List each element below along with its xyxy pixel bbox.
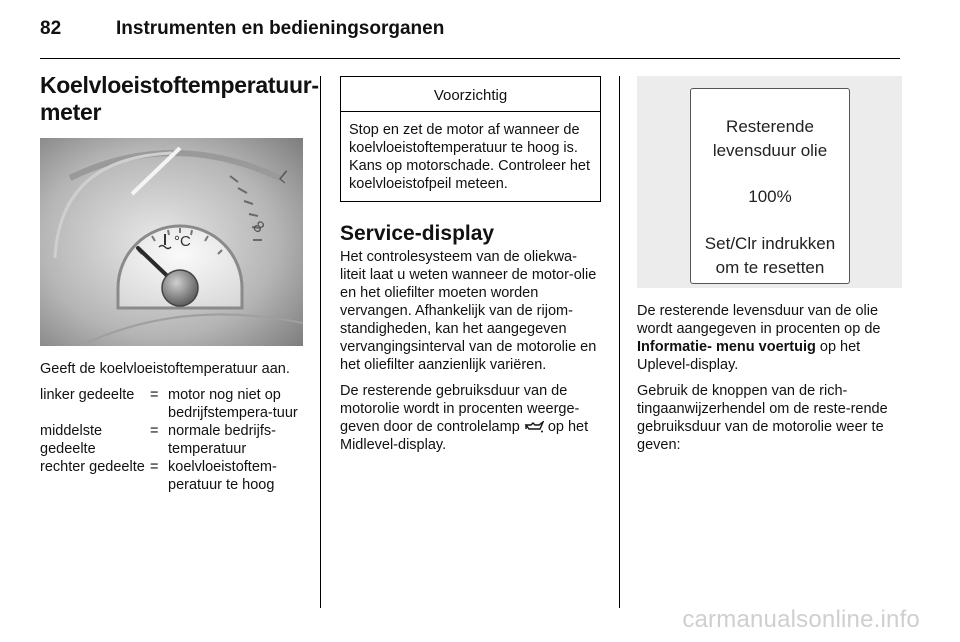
legend-row — [40, 458, 304, 494]
menu-name-bold: Informatie- menu voertuig — [637, 339, 816, 355]
paragraph-text: op het Midlevel-display. — [340, 419, 589, 453]
right-paragraph-2: Gebruik de knoppen van de rich-tingaanwijzerhendel om de reste-rende gebruiksduur van de motorolie weer te geven: — [637, 383, 888, 453]
caution-text: Stop en zet de motor af wanneer de koelvloeistoftemperatuur te hoog is. Kans op motorschade. Controleer het koelvloeistofpeil meteen. — [349, 122, 590, 192]
coolant-gauge-image — [40, 138, 303, 346]
legend-separator: = — [150, 423, 159, 439]
legend-definition: koelvloeistoftem-peratuur te hoog — [168, 459, 277, 493]
legend-term: middelste gedeelte — [40, 423, 103, 457]
display-line-3: Set/Clr indrukken — [704, 234, 836, 253]
gauge-description: Geeft de koelvloeistoftemperatuur aan. — [40, 361, 290, 377]
service-paragraph-2 — [340, 382, 602, 454]
column-divider-2 — [619, 76, 620, 608]
middle-column — [340, 76, 602, 462]
display-line-1: Resterende — [726, 117, 814, 136]
gauge-scale-label-top: L — [275, 168, 294, 187]
gauge-legend — [40, 386, 304, 494]
header-rule — [40, 58, 900, 59]
oil-life-display-image — [637, 76, 902, 288]
caution-box — [340, 76, 601, 202]
service-paragraph-1: Het controlesysteem van de oliekwa-liteit laat u weten wanneer de motor-olie en het oliefilter moeten worden vervangen. Afhankelijk van de rijom-standigheden, kan het aangegeven vervangingsinterval van de motorolie en het oliefilter aanzienlijk variëren. — [340, 249, 597, 373]
page-number: 82 — [40, 18, 62, 39]
gauge-scale-label-bottom: 8 — [249, 218, 268, 237]
legend-row — [40, 422, 304, 458]
page-header — [40, 18, 444, 48]
display-percent: 100% — [748, 187, 792, 206]
right-paragraph-1 — [637, 302, 902, 374]
page-header-title: Instrumenten en bedieningsorganen — [116, 18, 445, 39]
gauge-degree-celsius-label: °C — [174, 233, 191, 250]
display-line-2: levensduur olie — [712, 141, 828, 160]
section-heading-service-display: Service-display — [340, 222, 495, 245]
legend-term: linker gedeelte — [40, 387, 135, 403]
paragraph-text: De resterende gebruiksduur van de motorolie wordt in procenten weerge-geven door de controlelamp — [340, 383, 580, 435]
legend-definition: motor nog niet op bedrijfstempera-tuur — [168, 387, 298, 421]
gauge-needle-hub — [162, 270, 198, 306]
column-divider-1 — [320, 76, 321, 608]
paragraph-text: op het Uplevel-display. — [637, 339, 861, 373]
section-heading-coolant — [40, 72, 319, 126]
legend-separator: = — [150, 459, 159, 475]
legend-row — [40, 386, 304, 422]
legend-definition: normale bedrijfs-temperatuur — [168, 423, 276, 457]
paragraph-text: De resterende levensduur van de olie wordt aangegeven in procenten op de — [637, 303, 881, 337]
legend-term: rechter gedeelte — [40, 459, 145, 475]
legend-separator: = — [150, 387, 159, 403]
right-column — [637, 76, 902, 462]
display-line-4: om te resetten — [715, 258, 825, 277]
watermark: carmanualsonline.info — [682, 606, 920, 633]
display-screen — [690, 88, 850, 284]
heading-line-1: Koelvloeistoftemperatuur- — [40, 72, 319, 98]
left-column — [40, 72, 319, 494]
heading-line-2: meter — [40, 99, 102, 125]
caution-title: Voorzichtig — [341, 77, 600, 112]
oil-can-icon — [524, 421, 544, 433]
